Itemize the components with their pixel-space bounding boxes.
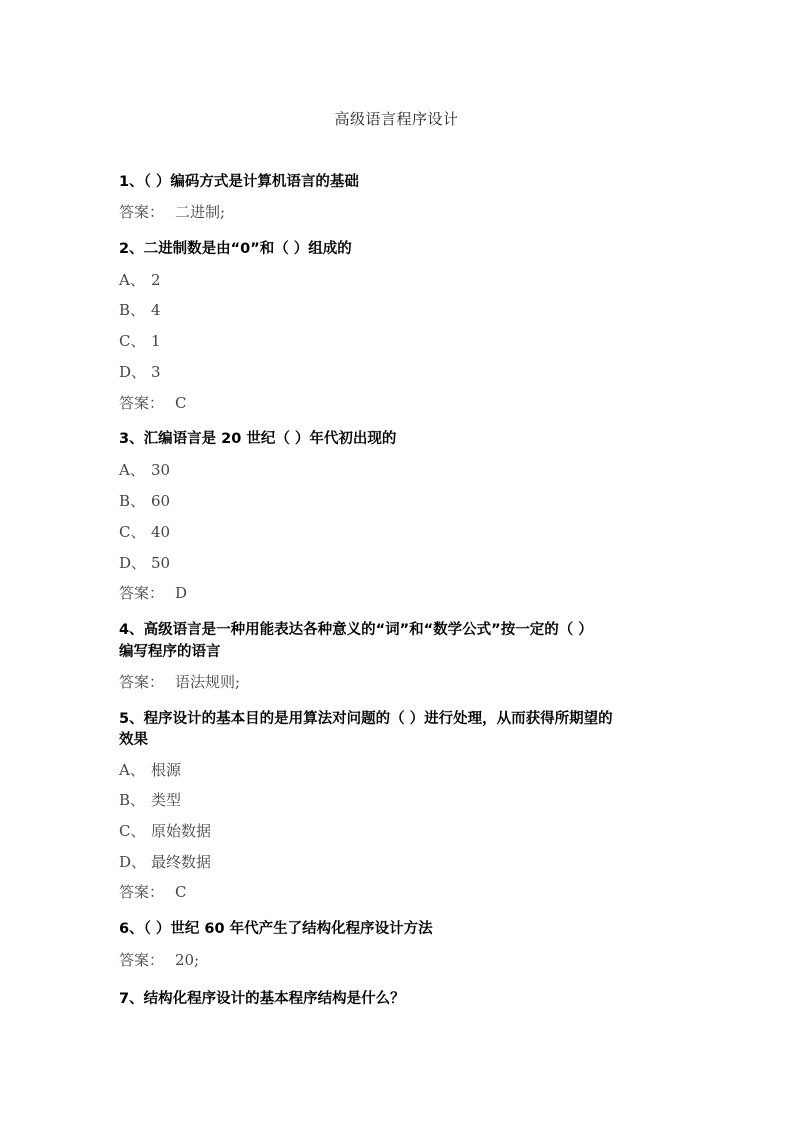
question-5-option-a: A、 根源 bbox=[119, 761, 182, 779]
question-5-option-d: D、 最终数据 bbox=[119, 853, 212, 871]
question-7: 7、结构化程序设计的基本程序结构是什么？ bbox=[119, 991, 405, 1007]
answer-5 bbox=[119, 881, 186, 903]
answer-value: C bbox=[175, 394, 187, 412]
answer-value: C bbox=[175, 883, 187, 901]
question-5-line-1: 5、程序设计的基本目的是用算法对问题的（ ）进行处理，从而获得所期望的 bbox=[119, 711, 613, 727]
question-2-option-a: A、 2 bbox=[119, 271, 161, 289]
question-5-option-c: C、 原始数据 bbox=[119, 822, 212, 840]
answer-value: 20; bbox=[175, 951, 200, 969]
answer-label: 答案： bbox=[119, 951, 165, 969]
question-3: 3、汇编语言是 20 世纪（ ）年代初出现的 bbox=[119, 431, 397, 447]
question-5-option-b: B、 类型 bbox=[119, 791, 182, 809]
answer-label: 答案： bbox=[119, 394, 165, 412]
answer-1 bbox=[119, 201, 225, 223]
question-1: 1、（ ）编码方式是计算机语言的基础 bbox=[119, 174, 359, 190]
answer-label: 答案： bbox=[119, 883, 165, 901]
question-3-option-b: B、 60 bbox=[119, 492, 171, 510]
document-title: 高级语言程序设计 bbox=[334, 110, 459, 128]
answer-4 bbox=[119, 671, 240, 693]
question-4-line-2: 编写程序的语言 bbox=[119, 644, 221, 660]
question-6: 6、（ ）世纪 60 年代产生了结构化程序设计方法 bbox=[119, 921, 433, 937]
answer-label: 答案： bbox=[119, 584, 165, 602]
question-3-option-a: A、 30 bbox=[119, 461, 171, 479]
answer-value: 语法规则; bbox=[175, 673, 241, 691]
question-2-option-c: C、 1 bbox=[119, 332, 161, 350]
question-4-line-1: 4、高级语言是一种用能表达各种意义的“词”和“数学公式”按一定的（ ） bbox=[119, 622, 593, 638]
answer-6 bbox=[119, 949, 199, 971]
question-3-option-d: D、 50 bbox=[119, 554, 171, 572]
answer-3 bbox=[119, 582, 187, 604]
answer-value: D bbox=[175, 584, 188, 602]
answer-2 bbox=[119, 392, 186, 414]
question-5-line-2: 效果 bbox=[119, 732, 148, 748]
question-2-option-b: B、 4 bbox=[119, 301, 161, 319]
question-2-option-d: D、 3 bbox=[119, 363, 161, 381]
question-2: 2、二进制数是由“0”和（ ）组成的 bbox=[119, 241, 352, 257]
answer-label: 答案： bbox=[119, 673, 165, 691]
answer-value: 二进制; bbox=[175, 203, 226, 221]
question-3-option-c: C、 40 bbox=[119, 523, 171, 541]
answer-label: 答案： bbox=[119, 203, 165, 221]
